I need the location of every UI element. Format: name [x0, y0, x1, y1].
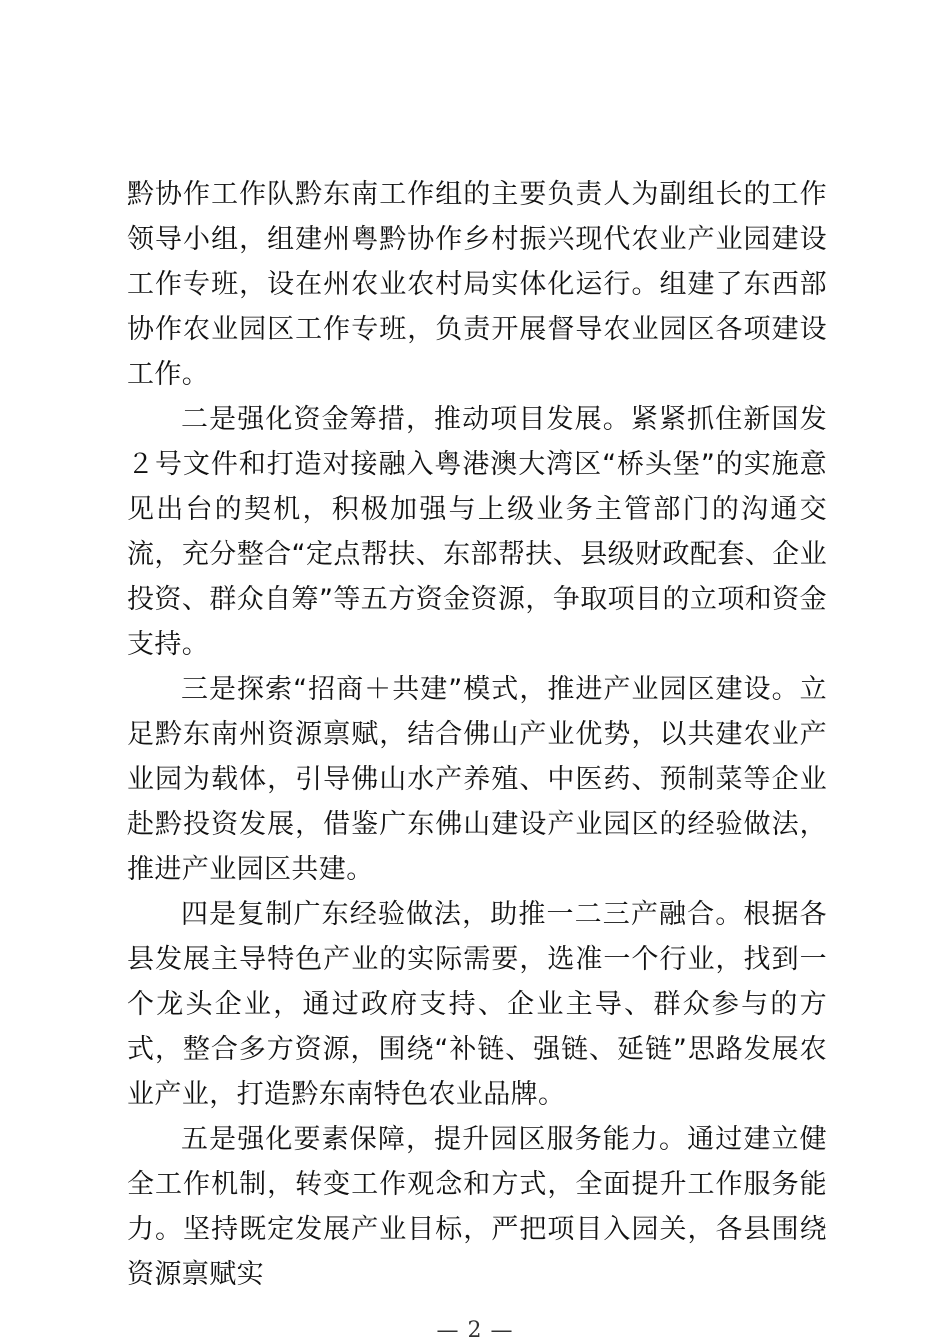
document-body [127, 172, 827, 1297]
paragraph-guangdong-experience: 四是复制广东经验做法，助推一二三产融合。根据各县发展主导特色产业的实际需要，选准一个行业，找到一个龙头企业，通过政府支持、企业主导、群众参与的方式，整合多方资源，围绕“补链、强链、延链”思路发展农业产业，打造黔东南特色农业品牌。 [127, 899, 827, 1110]
paragraph-investment-model: 三是探索“招商＋共建”模式，推进产业园区建设。立足黔东南州资源禀赋，结合佛山产业优势，以共建农业产业园为载体，引导佛山水产养殖、中医药、预制菜等企业赴黔投资发展，借鉴广东佛山建设产业园区的经验做法，推进产业园区共建。 [127, 674, 827, 885]
paragraph-continued-leadership-group: 黔协作工作队黔东南工作组的主要负责人为副组长的工作领导小组，组建州粤黔协作乡村振兴现代农业产业园建设工作专班，设在州农业农村局实体化运行。组建了东西部协作农业园区工作专班，负责开展督导农业园区各项建设工作。 [127, 179, 827, 390]
page-number: — 2 — [436, 1318, 514, 1343]
paragraph-funding: 二是强化资金筹措，推动项目发展。紧紧抓住新国发２号文件和打造对接融入粤港澳大湾区“桥头堡”的实施意见出台的契机，积极加强与上级业务主管部门的沟通交流，充分整合“定点帮扶、东部帮扶、县级财政配套、企业投资、群众自筹”等五方资金资源，争取项目的立项和资金支持。 [127, 404, 827, 660]
paragraph-service-capacity: 五是强化要素保障，提升园区服务能力。通过建立健全工作机制，转变工作观念和方式，全面提升工作服务能力。坚持既定发展产业目标，严把项目入园关，各县围绕资源禀赋实 [127, 1124, 827, 1290]
